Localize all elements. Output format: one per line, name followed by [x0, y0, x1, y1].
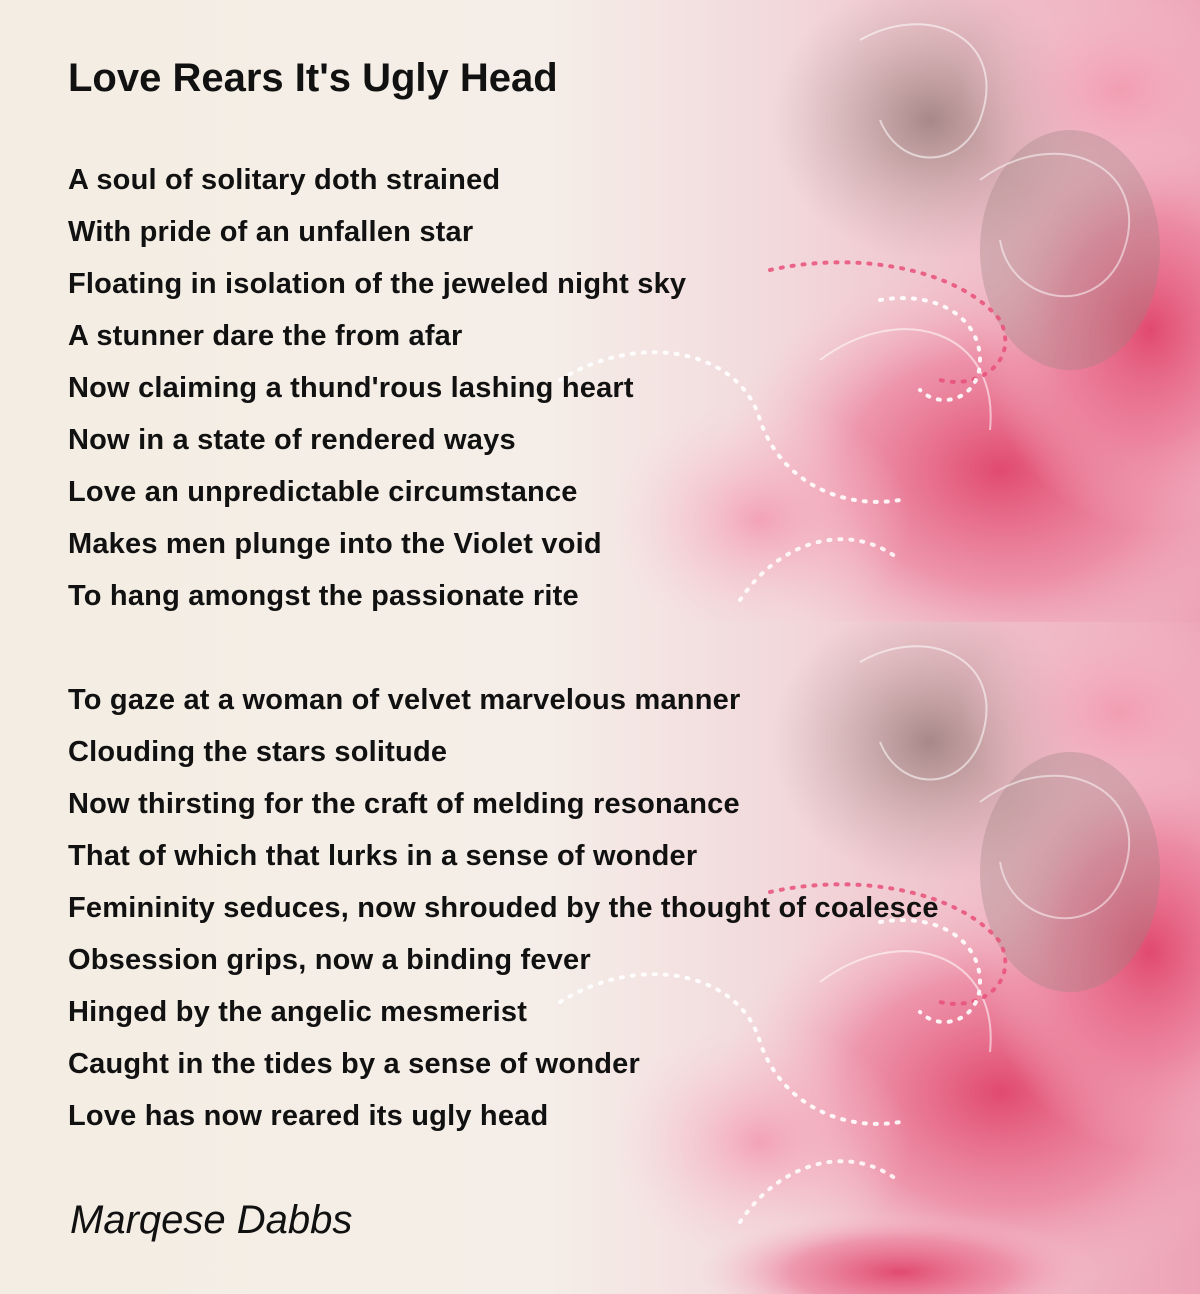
poem-line: With pride of an unfallen star — [68, 216, 474, 248]
poem-line: Clouding the stars solitude — [68, 736, 448, 768]
poem-line: Love an unpredictable circumstance — [68, 476, 578, 508]
poem-line: Floating in isolation of the jeweled night sky — [68, 268, 687, 300]
poem-line: Love has now reared its ugly head — [68, 1100, 549, 1132]
poem-line: A soul of solitary doth strained — [68, 164, 501, 196]
stanza-2 — [68, 674, 939, 1142]
poem-line: Now thirsting for the craft of melding resonance — [68, 788, 740, 820]
poem-line: To gaze at a woman of velvet marvelous manner — [68, 684, 741, 716]
poem-title: Love Rears It's Ugly Head — [68, 56, 558, 100]
poem-line: Obsession grips, now a binding fever — [68, 944, 591, 976]
poem-line: Hinged by the angelic mesmerist — [68, 996, 528, 1028]
poem-line: Femininity seduces, now shrouded by the thought of coalesce — [68, 892, 939, 924]
poem-line: Now claiming a thund'rous lashing heart — [68, 372, 634, 404]
poem-line: A stunner dare the from afar — [68, 320, 463, 352]
poem-line: To hang amongst the passionate rite — [68, 580, 579, 612]
poem-line: Makes men plunge into the Violet void — [68, 528, 602, 560]
poem-line: Caught in the tides by a sense of wonder — [68, 1048, 640, 1080]
poem-line: That of which that lurks in a sense of wonder — [68, 840, 698, 872]
stanza-1 — [68, 154, 686, 622]
poem-line: Now in a state of rendered ways — [68, 424, 516, 456]
poem-author: Marqese Dabbs — [70, 1198, 353, 1242]
